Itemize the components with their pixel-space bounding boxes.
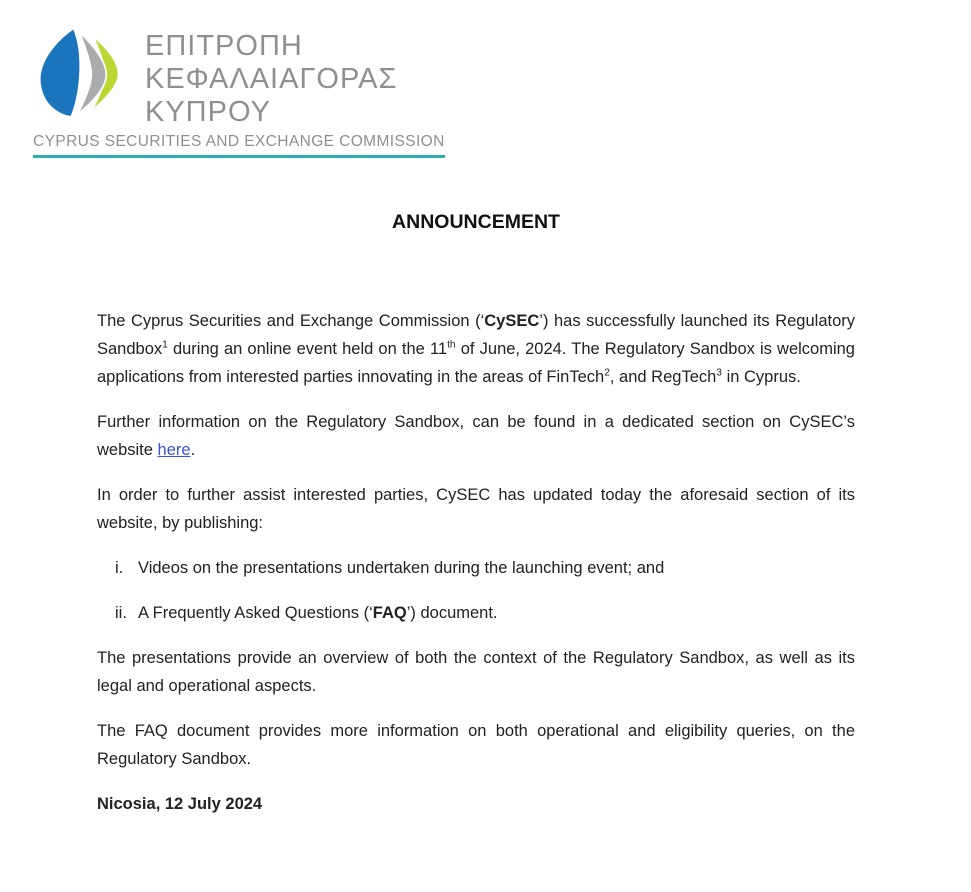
text-run: , and RegTech: [609, 368, 717, 386]
announcement-body: [97, 208, 855, 818]
list-item-faq: [97, 599, 855, 627]
text-run: in Cyprus.: [721, 368, 801, 386]
text-run: Further information on the Regulatory Sandbox, can be found in a dedicated section on CySEC’s website: [97, 413, 855, 459]
footnote-ref: 3: [716, 367, 722, 379]
paragraph-presentations: [97, 644, 855, 700]
text-run: Videos on the presentations undertaken during the launching event; and: [138, 559, 665, 577]
text-run: The Cyprus Securities and Exchange Commission (‘: [97, 312, 485, 330]
text-run: The FAQ document provides more information on both operational and eligibility queries, on the Regulatory Sandbox.: [97, 722, 855, 768]
paragraph-further-info: [97, 408, 855, 464]
paragraph-assist: [97, 481, 855, 537]
list-item-text: [138, 599, 498, 627]
paragraph-faq-doc: [97, 717, 855, 773]
cysec-logo: [33, 22, 445, 158]
list-marker: i.: [115, 559, 124, 577]
logo-org-name: [145, 30, 397, 129]
logo-org-line: ΚΕΦΑΛΑΙΑΓΟΡΑΣ: [145, 63, 398, 95]
footnote-ref: 1: [162, 339, 168, 351]
cysec-logo-icon: [35, 22, 123, 124]
text-run: The presentations provide an overview of both the context of the Regulatory Sandbox, as well as its legal and operational aspects.: [97, 649, 855, 695]
text-run: In order to further assist interested parties, CySEC has updated today the aforesaid section of its website, by publishing:: [97, 486, 855, 532]
text-run: ’) has successfully launched its Regulatory Sandbox: [97, 312, 855, 358]
bold-text: CySEC: [484, 312, 540, 330]
list-item-text: [138, 554, 664, 582]
text-run: ’) document.: [406, 604, 498, 622]
here-link[interactable]: here: [157, 441, 191, 459]
paragraph-intro: [97, 307, 855, 391]
text-run: during an online event held on the 11: [167, 340, 448, 358]
page-title: ANNOUNCEMENT: [392, 211, 560, 233]
footnote-ref: th: [447, 339, 456, 351]
text-run: .: [190, 441, 196, 459]
footnote-ref: 2: [604, 367, 610, 379]
list-item-videos: [97, 554, 855, 582]
logo-caption: CYPRUS SECURITIES AND EXCHANGE COMMISSION: [33, 133, 445, 158]
text-run: A Frequently Asked Questions (‘: [138, 604, 373, 622]
logo-org-line: ΕΠΙΤΡΟΠΗ: [145, 30, 303, 62]
logo-org-line: ΚΥΠΡΟΥ: [145, 96, 271, 128]
text-run: of June, 2024. The Regulatory Sandbox is welcoming applications from interested parties innovating in the areas of FinTech: [97, 340, 855, 386]
list-marker: ii.: [115, 604, 127, 622]
bold-text: FAQ: [372, 604, 407, 622]
date-line: Nicosia, 12 July 2024: [97, 795, 263, 813]
